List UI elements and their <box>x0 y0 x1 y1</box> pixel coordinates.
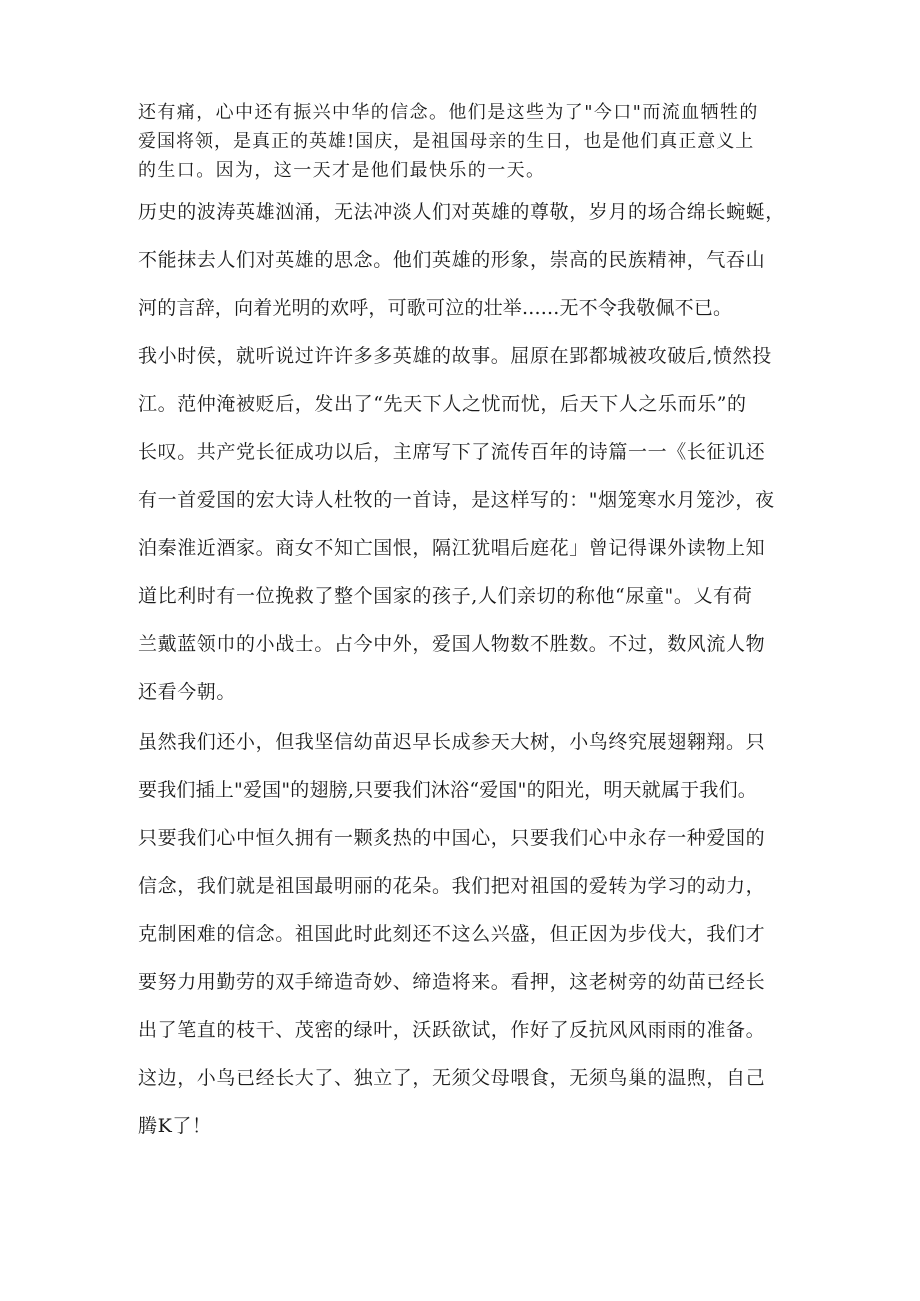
text-line: 我小时侯，就听说过许许多多英雄的故事。屈原在郢都城被攻破后,愤然投 <box>138 345 772 367</box>
text-line: 爱国将领，是真正的英雄!国庆，是祖国母亲的生日，也是他们真正意义上 <box>138 131 755 152</box>
text-line: 历史的波涛英雄汹涌，无法冲淡人们对英雄的尊敬，岁月的场合绵长蜿蜒， <box>138 201 785 223</box>
text-line: 要我们插上"爱国"的翅膀,只要我们沐浴“爱国"的阳光，明天就属于我们。 <box>138 779 757 801</box>
text-line: 长叹。共产党长征成功以后，主席写下了流传百年的诗篇一一《长征讥还 <box>138 441 766 463</box>
text-line: 克制困难的信念。祖国此时此刻还不这么兴盛，但正因为步伐大，我们才 <box>138 923 766 945</box>
text-line: 只要我们心中恒久拥有一颗炙热的中国心，只要我们心中永存一种爱国的 <box>138 827 766 849</box>
text-line: 泊秦淮近酒家。商女不知亡国恨，隔江犹唱后庭花」曾记得课外读物上知 <box>138 537 766 559</box>
text-line: 虽然我们还小，但我坚信幼苗迟早长成参天大树，小鸟终究展翅翱翔。只 <box>138 731 766 753</box>
text-line: 不能抹去人们对英雄的思念。他们英雄的形象，崇高的民族精神，气吞山 <box>138 249 766 271</box>
text-line: 河的言辞，向着光明的欢呼，可歌可泣的壮举......无不令我敬佩不已。 <box>138 297 733 319</box>
text-line: 的生口。因为，这一天才是他们最快乐的一天。 <box>138 160 546 181</box>
text-line: 兰戴蓝领巾的小战士。占今中外，爱国人物数不胜数。不过，数风流人物 <box>138 633 766 655</box>
text-line: 出了笔直的枝干、茂密的绿叶，沃跃欲试，作好了反抗风风雨雨的准备。 <box>138 1019 766 1041</box>
text-line: 道比利时有一位挽救了整个国家的孩子,人们亲切的称他“尿童"。乂有荷 <box>138 585 753 607</box>
text-line: 有一首爱国的宏大诗人杜牧的一首诗，是这样写的："烟笼寒水月笼沙，夜 <box>138 489 775 511</box>
text-line: 还有痛，心中还有振兴中华的信念。他们是这些为了"今口"而流血牺牲的 <box>138 102 759 123</box>
text-line: 要努力用勤劳的双手缔造奇妙、缔造将来。看押，这老树旁的幼苗已经长 <box>138 971 766 993</box>
text-line: 还看今朝。 <box>138 681 237 703</box>
text-line: 江。范仲淹被贬后，发出了“先天下人之忧而忧，后天下人之乐而乐”的 <box>138 393 747 415</box>
text-line: 信念，我们就是祖国最明丽的花朵。我们把对祖国的爱转为学习的动力， <box>138 875 766 897</box>
text-line: 这边，小鸟已经长大了、独立了，无须父母喂食，无须鸟巢的温煦，自己 <box>138 1067 766 1089</box>
text-line: 腾K了！ <box>138 1115 212 1137</box>
